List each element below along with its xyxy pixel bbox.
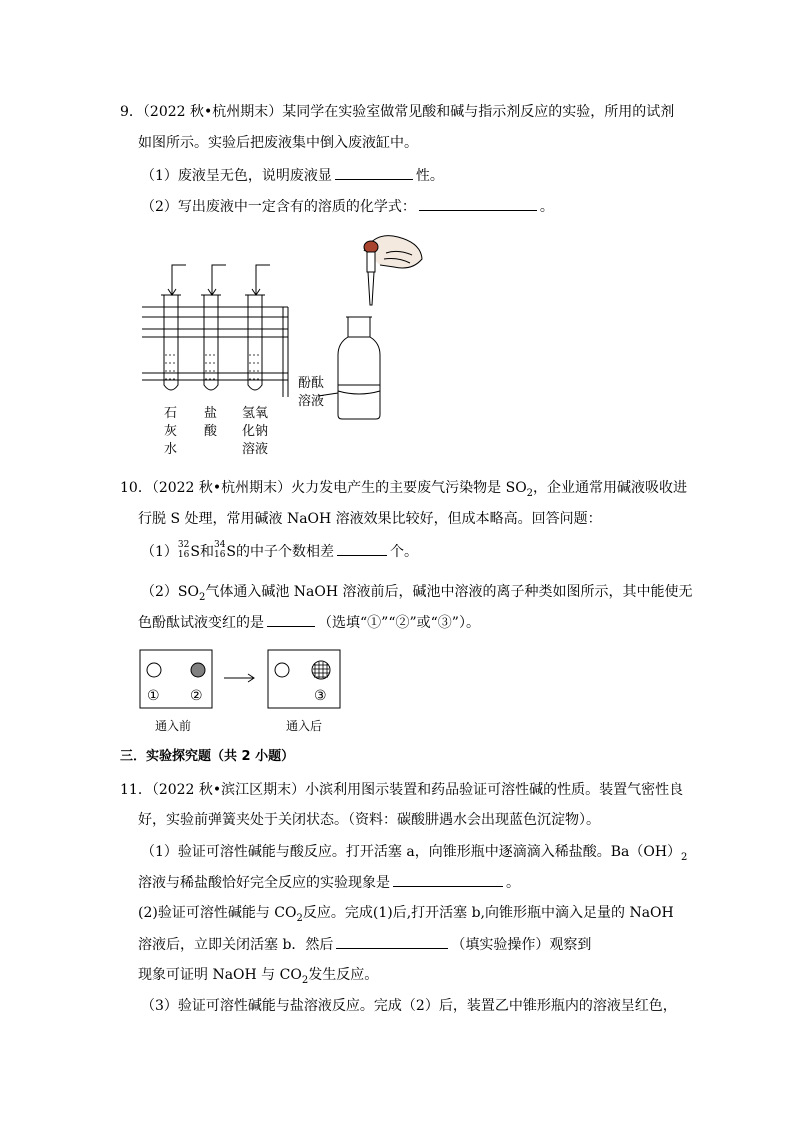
q11-sub1-line2-text: 溶液与稀盐酸恰好完全反应的实验现象是	[138, 875, 390, 891]
after-box	[268, 650, 340, 708]
q10-isotope-1-number: 16	[177, 550, 190, 560]
q11-sub2-text-b: 反应。完成(1)后,打开活塞 b,向锥形瓶中滴入足量的 NaOH	[302, 905, 674, 921]
ion-1-circle	[147, 663, 161, 677]
q9-sub1	[141, 166, 444, 185]
q10-sub2-line2-suffix: （选填“①”“②”或“③”）。	[318, 615, 480, 631]
q11-stem-line2: 好，实验前弹簧夹处于关闭状态。（资料：碳酸肼遇水会出现蓝色沉淀物）。	[138, 812, 600, 828]
q10-isotope-2-nums	[214, 540, 225, 560]
q9-bottle-label-2: 溶液	[298, 394, 325, 409]
q10-sub1-suffix: 个。	[390, 544, 419, 560]
q10-before-caption: 通入前	[155, 719, 192, 733]
ion-2-circle	[191, 663, 205, 677]
q11-sub1	[141, 843, 687, 867]
q9-sub1-suffix: 性。	[415, 168, 444, 184]
q10-stem-text-b: ，企业通常用碱液吸收进	[533, 480, 688, 496]
ion-3-circle	[312, 661, 330, 679]
q9-test-tube-figure	[136, 225, 436, 465]
q10-sub1-blank[interactable]	[337, 542, 387, 556]
q10-sub1	[141, 542, 418, 562]
q10-isotope-and: 和	[199, 544, 214, 560]
q9-bottle-label-1: 酚酞	[298, 376, 325, 391]
q9-tube2-label-2: 酸	[204, 424, 218, 439]
q11-sub2-blank[interactable]	[336, 935, 448, 949]
ion-1-after-circle	[275, 663, 289, 677]
q11-stem-line1: 11．（2022 秋•滨江区期末）小滨利用图示装置和药品验证可溶性碱的性质。装置气密性良	[120, 782, 684, 798]
q10-sub2-text-a: （2）SO	[141, 584, 199, 600]
q11-sub1-subscript: 2	[681, 851, 688, 863]
ion-2-marker: ②	[190, 688, 203, 704]
q10-stem-text-a: 10．（2022 秋•杭州期末）火力发电产生的主要废气污染物是 SO	[120, 480, 527, 496]
q11-sub3: （3）验证可溶性碱能与盐溶液反应。完成（2）后，装置乙中锥形瓶内的溶液呈红色，	[141, 998, 677, 1014]
q11-sub1-line2	[138, 873, 520, 892]
q10-sub2-subscript: 2	[198, 591, 206, 603]
q11-sub1-blank[interactable]	[393, 873, 503, 887]
q11-sub2-line3-suffix: 发生反应。	[308, 967, 379, 983]
q10-isotope-1-symbol: S	[190, 544, 200, 560]
q10-isotope-2-number: 16	[213, 550, 226, 560]
q10-ion-diagram	[138, 648, 348, 712]
q10-sub2-blank[interactable]	[267, 613, 315, 627]
q11-sub2-line3	[138, 966, 378, 990]
q10-isotope-1-nums	[178, 540, 189, 560]
q11-sub2-line3-text: 现象可证明 NaOH 与 CO	[138, 967, 302, 983]
q10-isotope-2-symbol: S	[226, 544, 237, 560]
q11-sub2-line2	[138, 935, 591, 954]
q9-tube3-label-2: 化钠	[242, 424, 269, 439]
q11-sub2-subscript: 2	[296, 912, 303, 924]
q11-sub2-text-a: (2)验证可溶性碱能与 CO	[138, 905, 297, 921]
q10-sub2-line2	[138, 613, 480, 632]
ion-3-marker: ③	[314, 688, 327, 704]
q11-sub2	[138, 904, 674, 928]
q11-sub2-line3-subscript: 2	[301, 974, 309, 986]
ion-1-marker: ①	[147, 688, 160, 704]
q11-sub1-text: （1）验证可溶性碱能与酸反应。打开活塞 a，向锥形瓶中逐滴滴入稀盐酸。Ba（OH）	[141, 844, 682, 860]
q9-tube1-label-2: 灰	[164, 424, 178, 439]
q9-sub2-blank[interactable]	[419, 197, 537, 211]
q9-tube1-label-3: 水	[164, 442, 178, 457]
section-3-heading: 三．实验探究题（共 2 小题）	[120, 749, 295, 764]
q10-isotope-2-mass: 34	[213, 540, 226, 550]
q10-after-caption: 通入后	[286, 719, 323, 733]
q9-stem-line1: 9．（2022 秋•杭州期末）某同学在实验室做常见酸和碱与指示剂反应的实验，所用的试剂	[120, 104, 675, 120]
q9-tube2-label-1: 盐	[204, 406, 218, 421]
q11-sub1-line2-suffix: 。	[506, 875, 520, 891]
q11-sub2-line2-suffix: （填实验操作）观察到	[451, 937, 592, 953]
q9-tube1-label-1: 石	[164, 406, 178, 421]
q9-tube3-label-1: 氢氧	[242, 406, 269, 421]
q10-sub2-line2-text: 色酚酞试液变红的是	[138, 615, 264, 631]
q10-sub1-text: 的中子个数相差	[236, 544, 335, 560]
q11-sub2-line2-text: 溶液后，立即关闭活塞 b．然后	[138, 937, 334, 953]
q9-sub2-suffix: 。	[539, 199, 554, 215]
q10-stem-subscript: 2	[526, 487, 534, 499]
q9-sub2-text: （2）写出废液中一定含有的溶质的化学式：	[141, 199, 416, 215]
q10-stem-line1	[120, 479, 687, 503]
q10-isotope-1-mass: 32	[177, 540, 190, 550]
q9-sub1-blank[interactable]	[335, 166, 413, 180]
q10-sub2-text-b: 气体通入碱池 NaOH 溶液前后，碱池中溶液的离子种类如图所示，其中能使无	[205, 584, 693, 600]
q10-sub2	[141, 583, 693, 607]
q9-sub2	[141, 197, 554, 216]
q9-tube3-label-3: 溶液	[242, 442, 269, 457]
q10-sub1-prefix: （1）	[141, 544, 178, 560]
q10-stem-line2: 行脱 S 处理，常用碱液 NaOH 溶液效果比较好，但成本略高。回答问题：	[138, 511, 602, 527]
q9-sub1-text: （1）废液呈无色，说明废液显	[141, 168, 332, 184]
q9-stem-line2: 如图所示。实验后把废液集中倒入废液缸中。	[138, 135, 418, 151]
